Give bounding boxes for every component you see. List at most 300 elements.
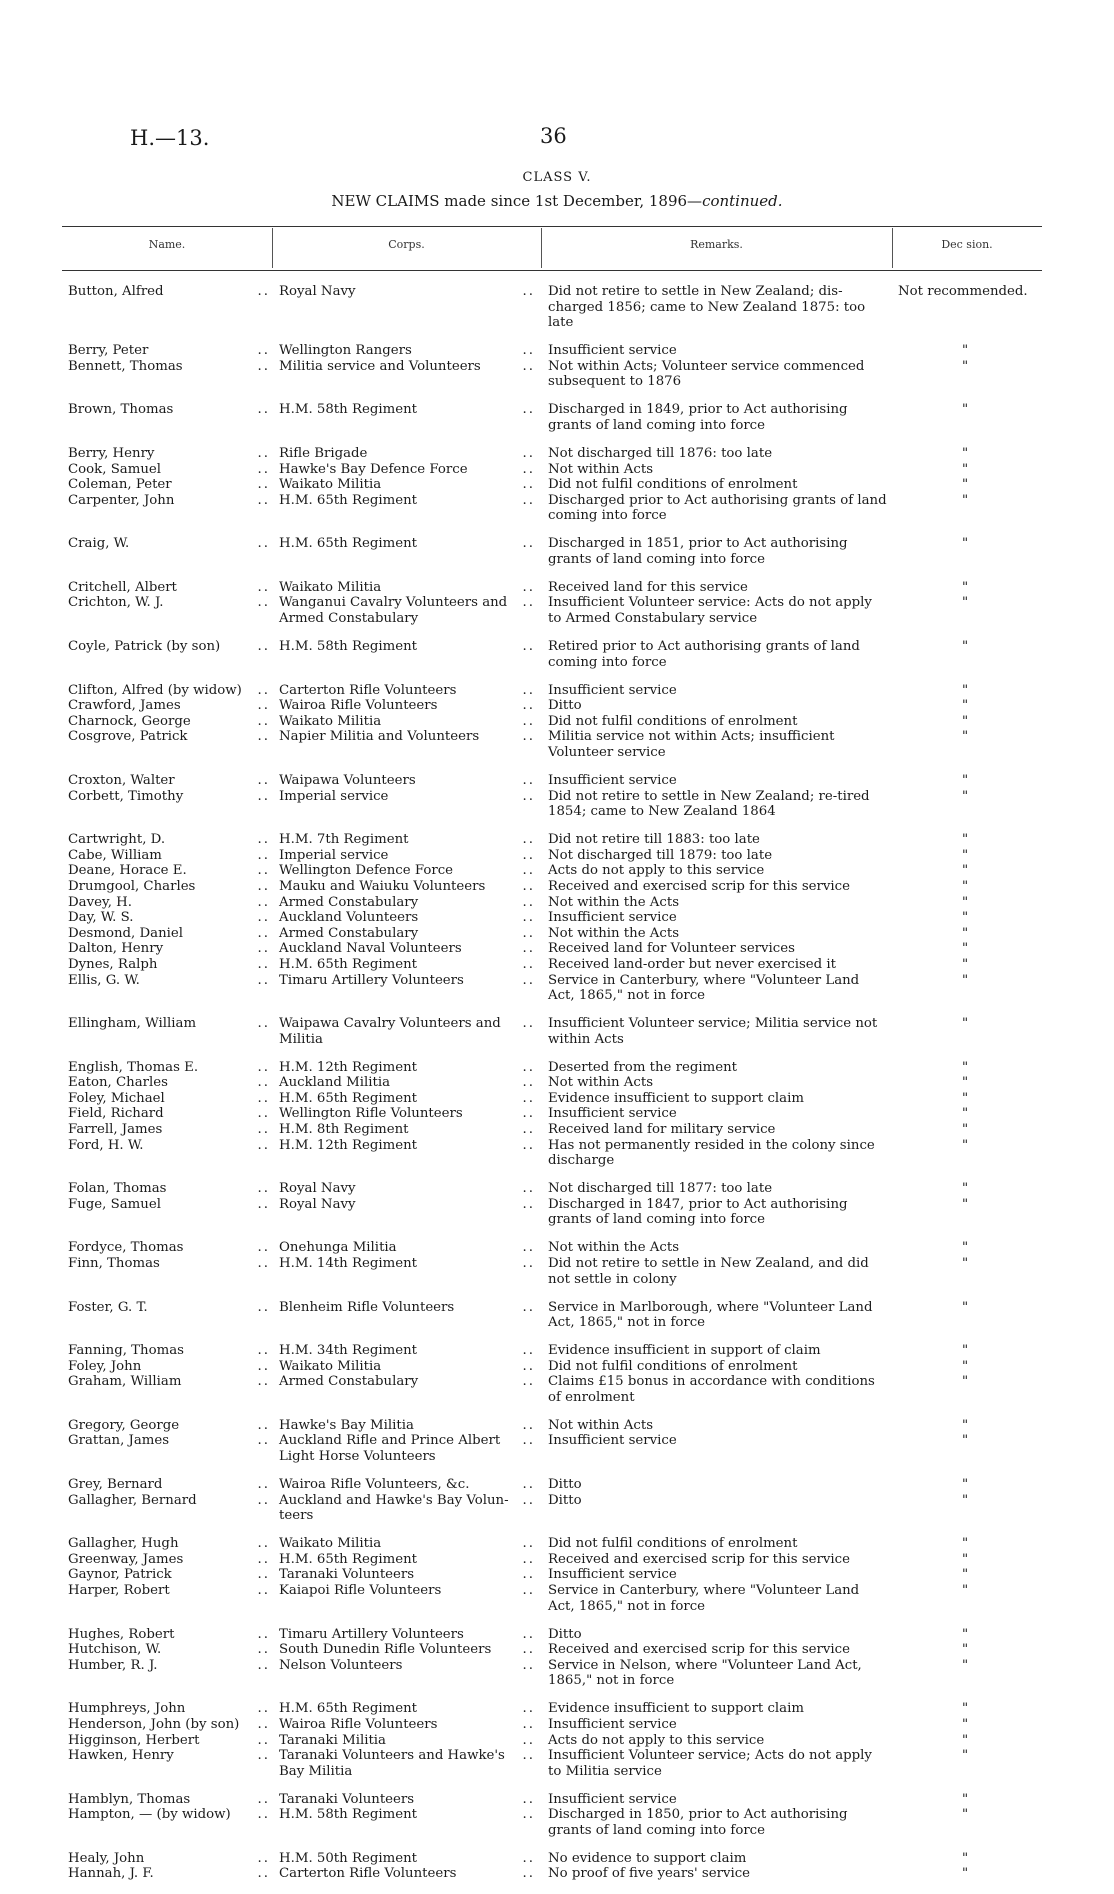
table-row bbox=[0, 1748, 1114, 1779]
decision bbox=[962, 1016, 982, 1032]
claimant-name bbox=[68, 595, 270, 611]
leader-dots: .. bbox=[522, 536, 535, 552]
leader-dots: .. bbox=[257, 1137, 270, 1153]
decision bbox=[962, 1552, 982, 1568]
decision-text: " bbox=[962, 863, 969, 879]
claimant-name-text: Bennett, Thomas bbox=[68, 358, 183, 374]
decision bbox=[962, 698, 982, 714]
claimant-name-text: Higginson, Herbert bbox=[68, 1732, 200, 1748]
corps-text: Waikato Militia bbox=[279, 1358, 382, 1374]
table-row bbox=[0, 477, 1114, 493]
leader-dots: .. bbox=[257, 1807, 270, 1823]
leader-dots: .. bbox=[522, 1417, 535, 1433]
claimant-name-text: Field, Richard bbox=[68, 1106, 164, 1122]
remarks-text: Ditto bbox=[548, 1626, 582, 1642]
corps-text: H.M. 34th Regiment bbox=[279, 1343, 417, 1359]
decision bbox=[962, 1374, 982, 1390]
claimant-name bbox=[68, 926, 270, 942]
remarks-text: Not within the Acts bbox=[548, 925, 680, 941]
claimant-name-text: Corbett, Timothy bbox=[68, 788, 184, 804]
group-spacer bbox=[0, 1779, 1114, 1791]
decision bbox=[962, 1359, 982, 1375]
corps-text: Waikato Militia bbox=[279, 713, 382, 729]
remarks bbox=[548, 1374, 888, 1405]
leader-dots: .. bbox=[522, 910, 535, 926]
remarks bbox=[548, 848, 888, 864]
corps bbox=[279, 477, 535, 493]
corps bbox=[279, 1792, 535, 1808]
claimant-name-text: Foley, John bbox=[68, 1358, 142, 1374]
remarks bbox=[548, 1075, 888, 1091]
corps-text: Imperial service bbox=[279, 847, 389, 863]
leader-dots: .. bbox=[257, 1850, 270, 1866]
leader-dots: .. bbox=[257, 477, 270, 493]
leader-dots: .. bbox=[257, 682, 270, 698]
leader-dots: .. bbox=[257, 595, 270, 611]
leader-dots: .. bbox=[522, 972, 535, 988]
decision-text: " bbox=[962, 1255, 969, 1271]
group-spacer bbox=[0, 1524, 1114, 1536]
claimant-name bbox=[68, 1075, 270, 1091]
table-row bbox=[0, 446, 1114, 462]
table-row bbox=[0, 683, 1114, 699]
leader-dots: .. bbox=[257, 343, 270, 359]
remarks-text: Did not retire to settle in New Zealand; re-tired 1854; came to New Zealand 1864 bbox=[548, 788, 870, 820]
remarks-text: Not discharged till 1879: too late bbox=[548, 847, 773, 863]
corps bbox=[279, 926, 535, 942]
leader-dots: .. bbox=[522, 1137, 535, 1153]
remarks-text: Evidence insufficient to support claim bbox=[548, 1090, 804, 1106]
table-row bbox=[0, 1240, 1114, 1256]
decision-text: " bbox=[962, 1477, 969, 1493]
table-row bbox=[0, 957, 1114, 973]
remarks-text: Not within Acts bbox=[548, 461, 654, 477]
leader-dots: .. bbox=[257, 1090, 270, 1106]
group-spacer bbox=[0, 434, 1114, 446]
leader-dots: .. bbox=[257, 445, 270, 461]
leader-dots: .. bbox=[522, 1477, 535, 1493]
decision bbox=[962, 729, 982, 745]
remarks bbox=[548, 1717, 888, 1733]
remarks bbox=[548, 941, 888, 957]
decision bbox=[962, 1658, 982, 1674]
page-number: 36 bbox=[540, 124, 567, 148]
claimant-name bbox=[68, 402, 270, 418]
leader-dots: .. bbox=[522, 343, 535, 359]
leader-dots: .. bbox=[522, 1748, 535, 1764]
corps bbox=[279, 1122, 535, 1138]
claimant-name bbox=[68, 698, 270, 714]
decision bbox=[962, 910, 982, 926]
corps bbox=[279, 1138, 535, 1154]
leader-dots: .. bbox=[522, 1701, 535, 1717]
leader-dots: .. bbox=[257, 639, 270, 655]
leader-dots: .. bbox=[522, 1657, 535, 1673]
table-row bbox=[0, 698, 1114, 714]
remarks-text: Received land for Volunteer services bbox=[548, 941, 795, 957]
decision bbox=[962, 1197, 982, 1213]
corps bbox=[279, 1583, 535, 1599]
corps-text: H.M. 8th Regiment bbox=[279, 1122, 409, 1138]
claimant-name-text: Humphreys, John bbox=[68, 1701, 186, 1717]
decision-text: " bbox=[962, 847, 969, 863]
column-header-remarks: Remarks. bbox=[690, 238, 743, 251]
decision-text: " bbox=[962, 682, 969, 698]
table-row bbox=[0, 863, 1114, 879]
claimant-name-text: Gregory, George bbox=[68, 1417, 180, 1433]
leader-dots: .. bbox=[522, 1090, 535, 1106]
claimant-name-text: Foster, G. T. bbox=[68, 1299, 148, 1315]
header-bottom-rule bbox=[62, 270, 1042, 271]
corps-text: H.M. 58th Regiment bbox=[279, 639, 417, 655]
remarks bbox=[548, 1748, 888, 1779]
remarks bbox=[548, 1851, 888, 1867]
remarks-text: Acts do not apply to this service bbox=[548, 1732, 765, 1748]
remarks-text: Insufficient service bbox=[548, 1791, 677, 1807]
decision-text: " bbox=[962, 402, 969, 418]
corps-text: Auckland Rifle and Prince Albert Light Horse Volunteers bbox=[279, 1433, 501, 1465]
remarks bbox=[548, 1866, 888, 1882]
group-spacer bbox=[0, 1331, 1114, 1343]
remarks bbox=[548, 1122, 888, 1138]
remarks-text: Evidence insufficient in support of claim bbox=[548, 1343, 821, 1359]
decision bbox=[962, 879, 982, 895]
corps bbox=[279, 683, 535, 699]
leader-dots: .. bbox=[257, 1059, 270, 1075]
corps bbox=[279, 1866, 535, 1882]
decision-text: " bbox=[962, 1791, 969, 1807]
claimant-name-text: Gaynor, Patrick bbox=[68, 1567, 172, 1583]
remarks-text: Did not retire to settle in New Zealand; dis-charged 1856; came to New Zealand 1875: too late bbox=[548, 284, 866, 331]
decision bbox=[962, 536, 982, 552]
claimant-name-text: Humber, R. J. bbox=[68, 1657, 158, 1673]
remarks-text: Deserted from the regiment bbox=[548, 1059, 738, 1075]
corps-text: Carterton Rifle Volunteers bbox=[279, 1866, 457, 1882]
corps bbox=[279, 941, 535, 957]
decision-text: " bbox=[962, 1583, 969, 1599]
decision bbox=[962, 957, 982, 973]
corps bbox=[279, 1016, 535, 1047]
claimant-name-text: Grey, Bernard bbox=[68, 1477, 163, 1493]
decision-text: " bbox=[962, 910, 969, 926]
remarks-text: Received land-order but never exercised it bbox=[548, 956, 837, 972]
table-row bbox=[0, 926, 1114, 942]
corps bbox=[279, 1717, 535, 1733]
claimant-name bbox=[68, 1807, 270, 1823]
table-row bbox=[0, 1866, 1114, 1882]
leader-dots: .. bbox=[257, 1748, 270, 1764]
decision bbox=[962, 477, 982, 493]
leader-dots: .. bbox=[522, 1492, 535, 1508]
remarks-text: Not discharged till 1877: too late bbox=[548, 1181, 773, 1197]
leader-dots: .. bbox=[257, 1196, 270, 1212]
claimant-name-text: Foley, Michael bbox=[68, 1090, 165, 1106]
claimant-name bbox=[68, 1642, 270, 1658]
corps bbox=[279, 359, 535, 375]
table-row bbox=[0, 1642, 1114, 1658]
remarks-text: Did not fulfil conditions of enrolment bbox=[548, 713, 798, 729]
corps bbox=[279, 1851, 535, 1867]
leader-dots: .. bbox=[257, 1433, 270, 1449]
claimant-name-text: Deane, Horace E. bbox=[68, 863, 187, 879]
claimant-name bbox=[68, 462, 270, 478]
remarks-text: Evidence insufficient to support claim bbox=[548, 1701, 804, 1717]
column-header-corps: Corps. bbox=[388, 238, 425, 251]
remarks bbox=[548, 1359, 888, 1375]
table-row bbox=[0, 1792, 1114, 1808]
corps-text: Timaru Artillery Volunteers bbox=[279, 1626, 464, 1642]
leader-dots: .. bbox=[522, 1866, 535, 1882]
corps-text: Wairoa Rifle Volunteers bbox=[279, 1716, 438, 1732]
remarks-text: Retired prior to Act authorising grants of land coming into force bbox=[548, 639, 860, 670]
remarks bbox=[548, 1583, 888, 1614]
leader-dots: .. bbox=[257, 358, 270, 374]
leader-dots: .. bbox=[257, 1374, 270, 1390]
leader-dots: .. bbox=[257, 729, 270, 745]
remarks-text: No proof of five years' service bbox=[548, 1866, 751, 1882]
table-row bbox=[0, 343, 1114, 359]
corps-text: Mauku and Waiuku Volunteers bbox=[279, 878, 486, 894]
decision bbox=[962, 1733, 982, 1749]
corps bbox=[279, 1343, 535, 1359]
decision bbox=[962, 1748, 982, 1764]
decision bbox=[962, 343, 982, 359]
claimant-name bbox=[68, 580, 270, 596]
leader-dots: .. bbox=[522, 1716, 535, 1732]
remarks-text: Insufficient service bbox=[548, 1567, 677, 1583]
table-subtitle bbox=[0, 192, 1114, 210]
table-row bbox=[0, 1359, 1114, 1375]
leader-dots: .. bbox=[257, 1732, 270, 1748]
remarks bbox=[548, 1016, 888, 1047]
corps bbox=[279, 402, 535, 418]
decision-text: " bbox=[962, 1181, 969, 1197]
corps bbox=[279, 773, 535, 789]
remarks bbox=[548, 714, 888, 730]
leader-dots: .. bbox=[257, 1016, 270, 1032]
claimant-name-text: Charnock, George bbox=[68, 713, 191, 729]
remarks bbox=[548, 1536, 888, 1552]
corps bbox=[279, 1181, 535, 1197]
remarks-text: Not within Acts bbox=[548, 1417, 654, 1433]
remarks bbox=[548, 1060, 888, 1076]
decision bbox=[962, 895, 982, 911]
corps bbox=[279, 789, 535, 805]
leader-dots: .. bbox=[257, 698, 270, 714]
remarks bbox=[548, 1807, 888, 1838]
table-row bbox=[0, 1060, 1114, 1076]
claimant-name-text: Henderson, John (by son) bbox=[68, 1716, 240, 1732]
remarks bbox=[548, 1256, 888, 1287]
table-row bbox=[0, 1851, 1114, 1867]
leader-dots: .. bbox=[522, 1059, 535, 1075]
decision bbox=[962, 1717, 982, 1733]
claimant-name-text: Crichton, W. J. bbox=[68, 595, 164, 611]
table-row bbox=[0, 729, 1114, 760]
table-row bbox=[0, 595, 1114, 626]
corps-text: Wanganui Cavalry Volunteers and Armed Constabulary bbox=[279, 595, 508, 627]
corps bbox=[279, 1733, 535, 1749]
claimant-name bbox=[68, 957, 270, 973]
decision bbox=[962, 1138, 982, 1154]
claimant-name-text: Finn, Thomas bbox=[68, 1255, 160, 1271]
leader-dots: .. bbox=[522, 956, 535, 972]
decision bbox=[962, 1493, 982, 1509]
claimant-name bbox=[68, 941, 270, 957]
decision-text: " bbox=[962, 1807, 969, 1823]
corps bbox=[279, 1536, 535, 1552]
table-row bbox=[0, 284, 1114, 331]
leader-dots: .. bbox=[522, 1255, 535, 1271]
table-row bbox=[0, 1567, 1114, 1583]
remarks-text: Discharged in 1851, prior to Act authorising grants of land coming into force bbox=[548, 536, 848, 567]
corps-text: H.M. 65th Regiment bbox=[279, 1701, 417, 1717]
claimant-name bbox=[68, 1240, 270, 1256]
leader-dots: .. bbox=[522, 402, 535, 418]
remarks-text: Not discharged till 1876: too late bbox=[548, 445, 773, 461]
remarks-text: Insufficient service bbox=[548, 772, 677, 788]
leader-dots: .. bbox=[257, 1240, 270, 1256]
corps bbox=[279, 1240, 535, 1256]
corps bbox=[279, 1807, 535, 1823]
remarks bbox=[548, 1552, 888, 1568]
claimant-name-text: Berry, Peter bbox=[68, 343, 149, 359]
claimant-name-text: Ellis, G. W. bbox=[68, 972, 140, 988]
remarks bbox=[548, 580, 888, 596]
remarks-text: Received land for military service bbox=[548, 1122, 776, 1138]
leader-dots: .. bbox=[522, 1567, 535, 1583]
claimant-name-text: Coyle, Patrick (by son) bbox=[68, 639, 221, 655]
decision-text: " bbox=[962, 1059, 969, 1075]
corps bbox=[279, 462, 535, 478]
remarks bbox=[548, 1658, 888, 1689]
claimant-name bbox=[68, 1717, 270, 1733]
leader-dots: .. bbox=[522, 1196, 535, 1212]
decision-text: " bbox=[962, 894, 969, 910]
table-row bbox=[0, 1477, 1114, 1493]
table-row bbox=[0, 402, 1114, 433]
corps bbox=[279, 895, 535, 911]
leader-dots: .. bbox=[522, 284, 535, 299]
claimant-name bbox=[68, 1343, 270, 1359]
decision-text: " bbox=[962, 1090, 969, 1106]
claimant-name bbox=[68, 1658, 270, 1674]
claimant-name-text: Hughes, Robert bbox=[68, 1626, 175, 1642]
corps-text: H.M. 65th Regiment bbox=[279, 956, 417, 972]
remarks-text: Discharged prior to Act authorising grants of land coming into force bbox=[548, 492, 887, 524]
corps-text: Auckland Volunteers bbox=[279, 910, 419, 926]
decision bbox=[962, 1792, 982, 1808]
remarks bbox=[548, 789, 888, 820]
decision-text: " bbox=[962, 1536, 969, 1552]
claimant-name-text: Cook, Samuel bbox=[68, 461, 162, 477]
claimant-name-text: Greenway, James bbox=[68, 1551, 184, 1567]
leader-dots: .. bbox=[257, 579, 270, 595]
remarks bbox=[548, 343, 888, 359]
group-spacer bbox=[0, 331, 1114, 343]
corps bbox=[279, 1701, 535, 1717]
corps bbox=[279, 910, 535, 926]
remarks bbox=[548, 1300, 888, 1331]
claimant-name bbox=[68, 910, 270, 926]
remarks-text: Ditto bbox=[548, 1477, 582, 1493]
leader-dots: .. bbox=[522, 579, 535, 595]
remarks bbox=[548, 1792, 888, 1808]
table-row bbox=[0, 1552, 1114, 1568]
leader-dots: .. bbox=[257, 863, 270, 879]
remarks-text: Insufficient service bbox=[548, 1433, 677, 1449]
remarks bbox=[548, 1181, 888, 1197]
claimant-name-text: Fuge, Samuel bbox=[68, 1196, 161, 1212]
decision bbox=[962, 1627, 982, 1643]
decision-text: " bbox=[962, 972, 969, 988]
corps-text: Hawke's Bay Militia bbox=[279, 1417, 414, 1433]
corps-text: Royal Navy bbox=[279, 284, 356, 299]
decision bbox=[962, 1433, 982, 1449]
claimant-name-text: Cartwright, D. bbox=[68, 832, 166, 848]
decision-text: " bbox=[962, 1850, 969, 1866]
corps bbox=[279, 1433, 535, 1464]
remarks-text: Claims £15 bonus in accordance with conditions of enrolment bbox=[548, 1374, 875, 1405]
decision bbox=[962, 683, 982, 699]
decision-text: " bbox=[962, 832, 969, 848]
corps-text: Wairoa Rifle Volunteers bbox=[279, 698, 438, 714]
table-row bbox=[0, 910, 1114, 926]
corps-text: Royal Navy bbox=[279, 1181, 356, 1197]
leader-dots: .. bbox=[257, 941, 270, 957]
remarks bbox=[548, 1138, 888, 1169]
decision-text: " bbox=[962, 1716, 969, 1732]
claimant-name bbox=[68, 1300, 270, 1316]
group-spacer bbox=[0, 1406, 1114, 1418]
corps bbox=[279, 1075, 535, 1091]
claimant-name-text: Graham, William bbox=[68, 1374, 182, 1390]
claimant-name bbox=[68, 1016, 270, 1032]
table-row bbox=[0, 580, 1114, 596]
decision-text: " bbox=[962, 713, 969, 729]
claimant-name bbox=[68, 1060, 270, 1076]
leader-dots: .. bbox=[522, 1106, 535, 1122]
leader-dots: .. bbox=[257, 1551, 270, 1567]
leader-dots: .. bbox=[522, 878, 535, 894]
corps-text: H.M. 7th Regiment bbox=[279, 832, 409, 848]
table-row bbox=[0, 536, 1114, 567]
claimant-name-text: Croxton, Walter bbox=[68, 772, 175, 788]
group-spacer bbox=[0, 1287, 1114, 1299]
corps bbox=[279, 1567, 535, 1583]
decision-text: " bbox=[962, 698, 969, 714]
claimant-name bbox=[68, 493, 270, 509]
corps-text: H.M. 65th Regiment bbox=[279, 1551, 417, 1567]
remarks bbox=[548, 895, 888, 911]
corps-text: Wellington Rangers bbox=[279, 343, 412, 359]
claimant-name bbox=[68, 1866, 270, 1882]
decision-text: " bbox=[962, 1567, 969, 1583]
corps bbox=[279, 446, 535, 462]
claimant-name bbox=[68, 1701, 270, 1717]
leader-dots: .. bbox=[522, 1626, 535, 1642]
decision-text: " bbox=[962, 925, 969, 941]
leader-dots: .. bbox=[522, 358, 535, 374]
leader-dots: .. bbox=[522, 832, 535, 848]
remarks bbox=[548, 402, 888, 433]
decision bbox=[962, 580, 982, 596]
decision bbox=[962, 1060, 982, 1076]
claimant-name bbox=[68, 1197, 270, 1213]
leader-dots: .. bbox=[257, 713, 270, 729]
decision bbox=[962, 402, 982, 418]
table-row bbox=[0, 462, 1114, 478]
